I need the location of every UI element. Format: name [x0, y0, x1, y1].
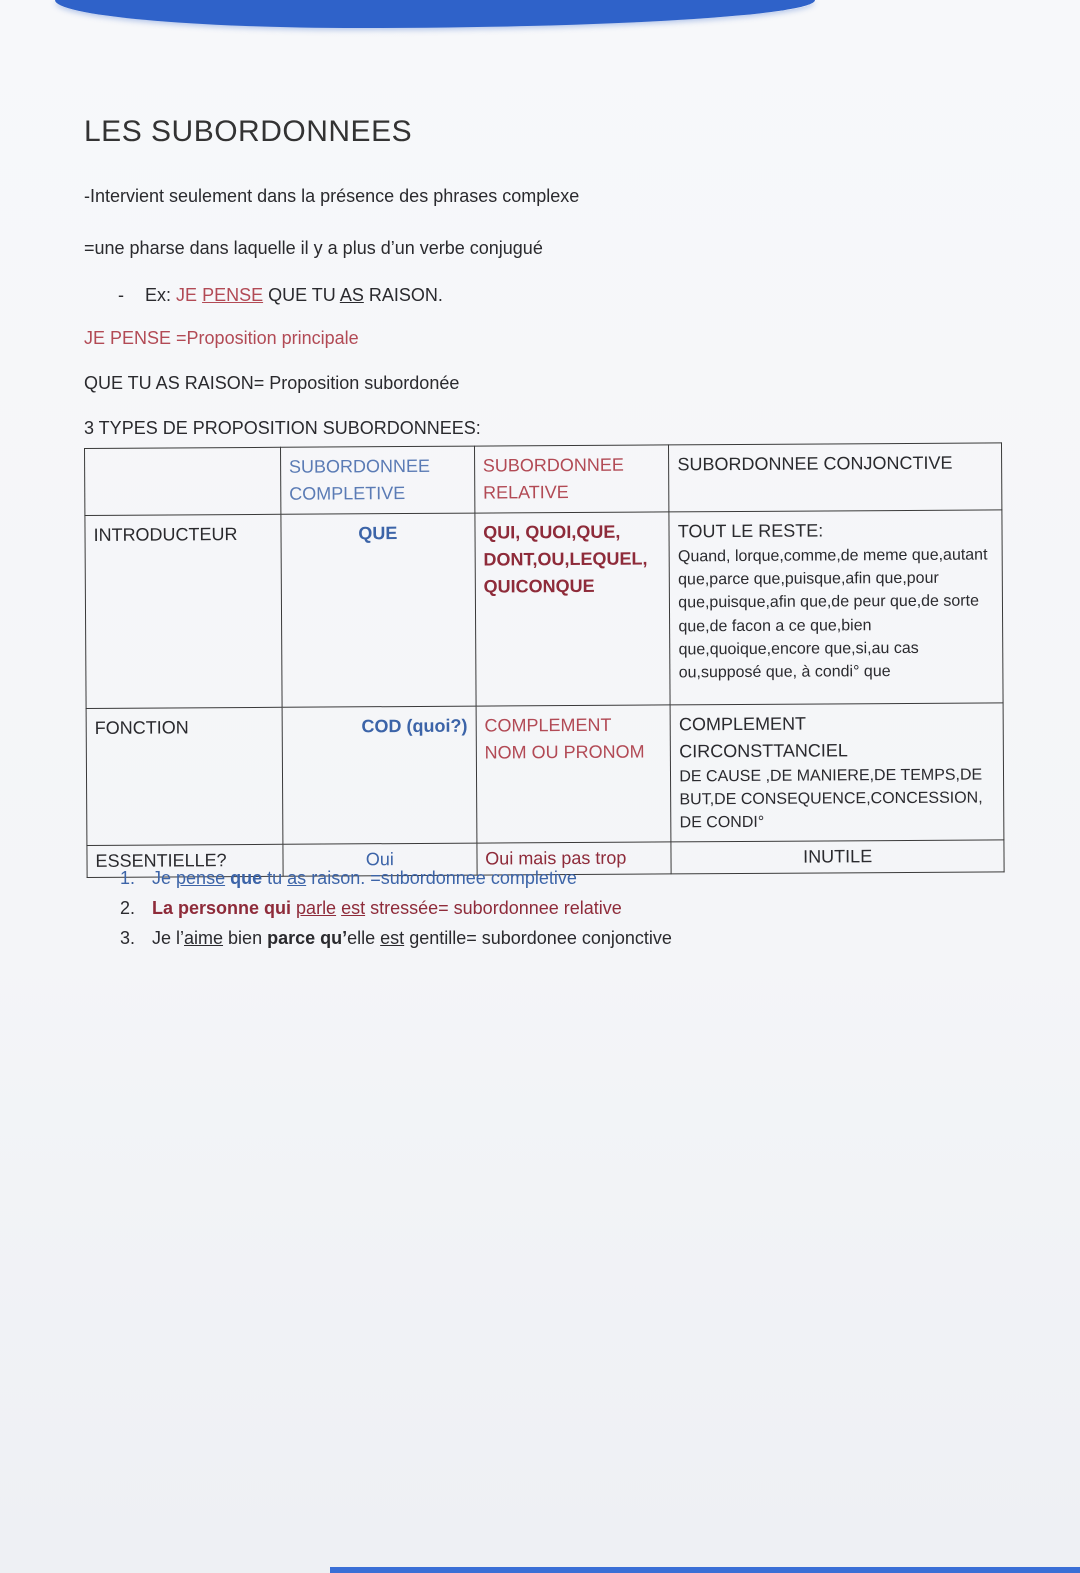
fonction-conjonctive-line-2: CIRCONSTTANCIEL	[679, 740, 848, 762]
ex1-que: que	[230, 868, 263, 888]
ex3-elle: elle	[347, 928, 376, 948]
list-item-2	[120, 898, 672, 928]
ex3-aime: aime	[184, 928, 224, 948]
intro-line-1: -Intervient seulement dans la présence des phrases complexe	[84, 186, 580, 206]
principale-definition: JE PENSE =Proposition principale	[84, 328, 359, 348]
table-row-introducteur	[85, 510, 1003, 709]
table-header-row	[85, 443, 1002, 516]
ex1-rest: raison. =subordonnee completive	[311, 868, 577, 888]
header-conjonctive: SUBORDONNEE CONJONCTIVE	[669, 443, 1002, 512]
fonction-completive: COD (quoi?)	[282, 706, 477, 844]
essentielle-completive: Oui	[283, 843, 477, 876]
introducteur-label: INTRODUCTEUR	[85, 514, 282, 708]
introducteur-conjonctive	[669, 510, 1003, 705]
ex2-rest: stressée= subordonnee relative	[370, 898, 622, 918]
introducteur-relative-line-1: QUI, QUOI,QUE,	[483, 521, 621, 543]
example-line	[118, 285, 443, 306]
ex1-je: Je	[152, 868, 172, 888]
fonction-relative	[476, 705, 671, 843]
ex2-parle: parle	[296, 898, 337, 918]
list-item-1	[120, 868, 672, 898]
ex3-parce-que: parce qu’	[267, 928, 348, 948]
example-pense: PENSE	[202, 285, 264, 305]
ex3-rest: gentille= subordonee conjonctive	[409, 928, 672, 948]
examples-list	[120, 868, 672, 958]
fonction-conjonctive	[670, 703, 1004, 842]
intro-line-2: =une pharse dans laquelle il y a plus d’un verbe conjugué	[84, 238, 543, 258]
ex1-tu: tu	[267, 868, 283, 888]
fonction-conjonctive-list: DE CAUSE ,DE MANIERE,DE TEMPS,DE BUT,DE CONSEQUENCE,CONCESSION, DE CONDI°	[679, 766, 983, 832]
fonction-conjonctive-line-1: COMPLEMENT	[678, 713, 807, 735]
header-relative: SUBORDONNEE RELATIVE	[474, 445, 669, 513]
ex2-subject: La personne qui	[152, 898, 292, 918]
table-row-fonction	[86, 703, 1004, 845]
header-empty-cell	[85, 447, 281, 515]
introducteur-relative	[475, 512, 671, 706]
example-je: JE	[176, 285, 198, 305]
list-item-number: 2.	[120, 898, 136, 918]
list-item-number: 3.	[120, 928, 136, 948]
essentielle-relative: Oui mais pas trop	[477, 841, 672, 874]
introducteur-conjonctive-list: Quand, lorque,comme,de meme que,autant que,parce que,puisque,afin que,pour que,puisque,afin que,de peur que,de sorte que,de facon a ce que,bien que,quoique,encore que,si,au cas ou,supposé que, à condi° que	[677, 546, 988, 682]
ex3-est: est	[380, 928, 405, 948]
example-as: AS	[339, 285, 364, 305]
introducteur-relative-line-3: QUICONQUE	[483, 575, 595, 597]
ex3-je: Je l’	[152, 928, 185, 948]
essentielle-conjonctive: INUTILE	[671, 839, 1004, 873]
introducteur-conjonctive-head: TOUT LE RESTE:	[677, 520, 824, 542]
essentielle-label: ESSENTIELLE?	[87, 844, 283, 877]
types-heading: 3 TYPES DE PROPOSITION SUBORDONNEES:	[84, 418, 481, 438]
subordonnees-table	[84, 442, 1005, 877]
subordonnee-definition: QUE TU AS RAISON= Proposition subordonée	[84, 373, 460, 393]
ex1-as: as	[287, 868, 307, 888]
introducteur-completive: QUE	[281, 513, 476, 707]
ex3-bien: bien	[228, 928, 263, 948]
fonction-label: FONCTION	[86, 707, 283, 845]
example-prefix: Ex:	[145, 285, 172, 305]
fonction-relative-line-2: NOM OU PRONOM	[484, 741, 645, 763]
ex2-est: est	[341, 898, 366, 918]
ex1-pense: pense	[176, 868, 226, 888]
fonction-relative-line-1: COMPLEMENT	[484, 714, 612, 736]
list-item-number: 1.	[120, 868, 136, 888]
bullet-dash: -	[118, 285, 124, 305]
list-item-3	[120, 928, 672, 958]
introducteur-relative-line-2: DONT,OU,LEQUEL,	[483, 548, 648, 570]
example-que-tu: QUE TU	[268, 285, 336, 305]
page-title: LES SUBORDONNEES	[84, 115, 413, 148]
example-raison: RAISON.	[368, 285, 443, 305]
header-completive: SUBORDONNEE COMPLETIVE	[280, 446, 474, 514]
